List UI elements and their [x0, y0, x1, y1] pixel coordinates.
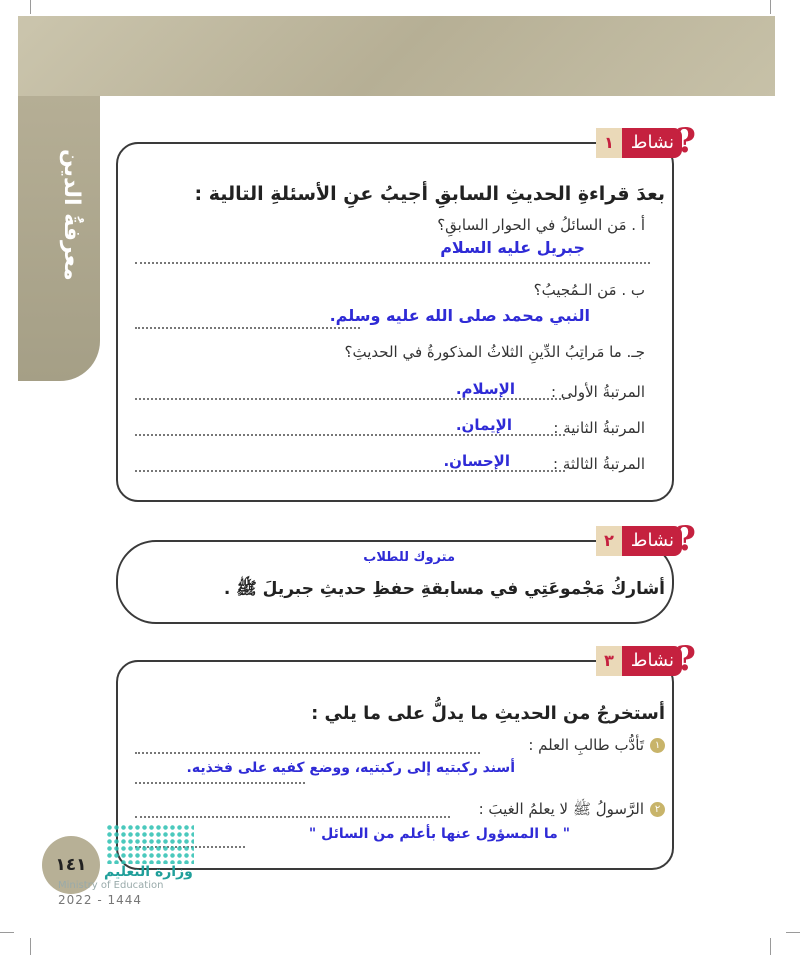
crop-mark — [30, 938, 31, 955]
rank-1-answer: الإسلام. — [455, 380, 515, 398]
activity-2-tab-label: نشاط — [630, 530, 674, 551]
question-mark-icon: ? — [676, 639, 696, 679]
ministry-name-ar: وزارة التعليم — [104, 864, 193, 880]
activity-2-note: متروك للطلاب — [363, 550, 455, 565]
answer-line — [135, 398, 565, 400]
header-band — [18, 16, 775, 96]
rank-2-answer: الإيمان. — [455, 416, 512, 434]
item-2-answer: " ما المسؤول عنها بأعلم من السائل " — [308, 826, 570, 842]
question-a: أ . مَن السائلُ في الحوار السابقِ؟ — [437, 216, 645, 234]
answer-line — [135, 327, 360, 329]
activity-2-text: أشاركُ مَجْموعَتِي في مسابقةِ حفظِ حديثِ جبريلَ ﷺ . — [223, 579, 665, 599]
activity-2-number: ٢ — [596, 526, 622, 556]
activity-3-heading: أستخرجُ من الحديثِ ما يدلُّ على ما يلي : — [311, 703, 665, 724]
crop-mark — [0, 932, 14, 933]
question-mark-icon: ? — [676, 519, 696, 559]
item-2 — [365, 800, 665, 822]
rank-1-label: المرتبةُ الأولى : — [550, 383, 645, 401]
rank-3-label: المرتبةُ الثالثة : — [553, 455, 645, 473]
activity-1-heading: بعدَ قراءةِ الحديثِ السابقِ أجيبُ عنِ الأسئلةِ التالية : — [194, 183, 665, 205]
crop-mark — [30, 0, 31, 14]
rank-3-answer: الإحسان. — [443, 452, 510, 470]
item-1-answer: أسند ركبتيه إلى ركبتيه، ووضع كفيه على فخذيه. — [186, 760, 515, 776]
section-title: معرفةُ الدين — [59, 149, 84, 281]
rank-2-label: المرتبةُ الثانية : — [553, 419, 645, 437]
item-2-label: الرَّسولُ ﷺ لا يعلمُ الغيبَ : — [478, 800, 644, 818]
ministry-name-en: Ministry of Education — [58, 880, 164, 891]
answer-line — [135, 470, 565, 472]
crop-mark — [770, 938, 771, 955]
answer-line — [135, 752, 480, 754]
item-1-label: تَأدُّب طالبِ العلم : — [528, 736, 644, 754]
ministry-logo-icon — [106, 824, 194, 864]
answer-line — [135, 262, 650, 264]
activity-1-tab-label: نشاط — [630, 132, 674, 153]
item-1-bullet: ١ — [650, 738, 665, 753]
answer-line — [135, 782, 305, 784]
answer-a: جبريل عليه السلام — [440, 238, 585, 257]
question-mark-icon: ? — [676, 121, 696, 161]
answer-line — [135, 434, 565, 436]
item-2-bullet: ٢ — [650, 802, 665, 817]
question-b: ب . مَن الـمُجيبُ؟ — [533, 281, 645, 299]
activity-1-number: ١ — [596, 128, 622, 158]
question-c: جـ. ما مَراتِبُ الدِّينِ الثلاثُ المذكورةُ في الحديثِ؟ — [344, 343, 645, 361]
answer-line — [135, 816, 450, 818]
page-number: ١٤١ — [42, 836, 100, 894]
edition-year: 2022 - 1444 — [58, 893, 143, 907]
crop-mark — [786, 932, 800, 933]
activity-3-number: ٣ — [596, 646, 622, 676]
answer-b: النبي محمد صلى الله عليه وسلم. — [329, 306, 590, 325]
activity-3-tab-label: نشاط — [630, 650, 674, 671]
crop-mark — [770, 0, 771, 14]
